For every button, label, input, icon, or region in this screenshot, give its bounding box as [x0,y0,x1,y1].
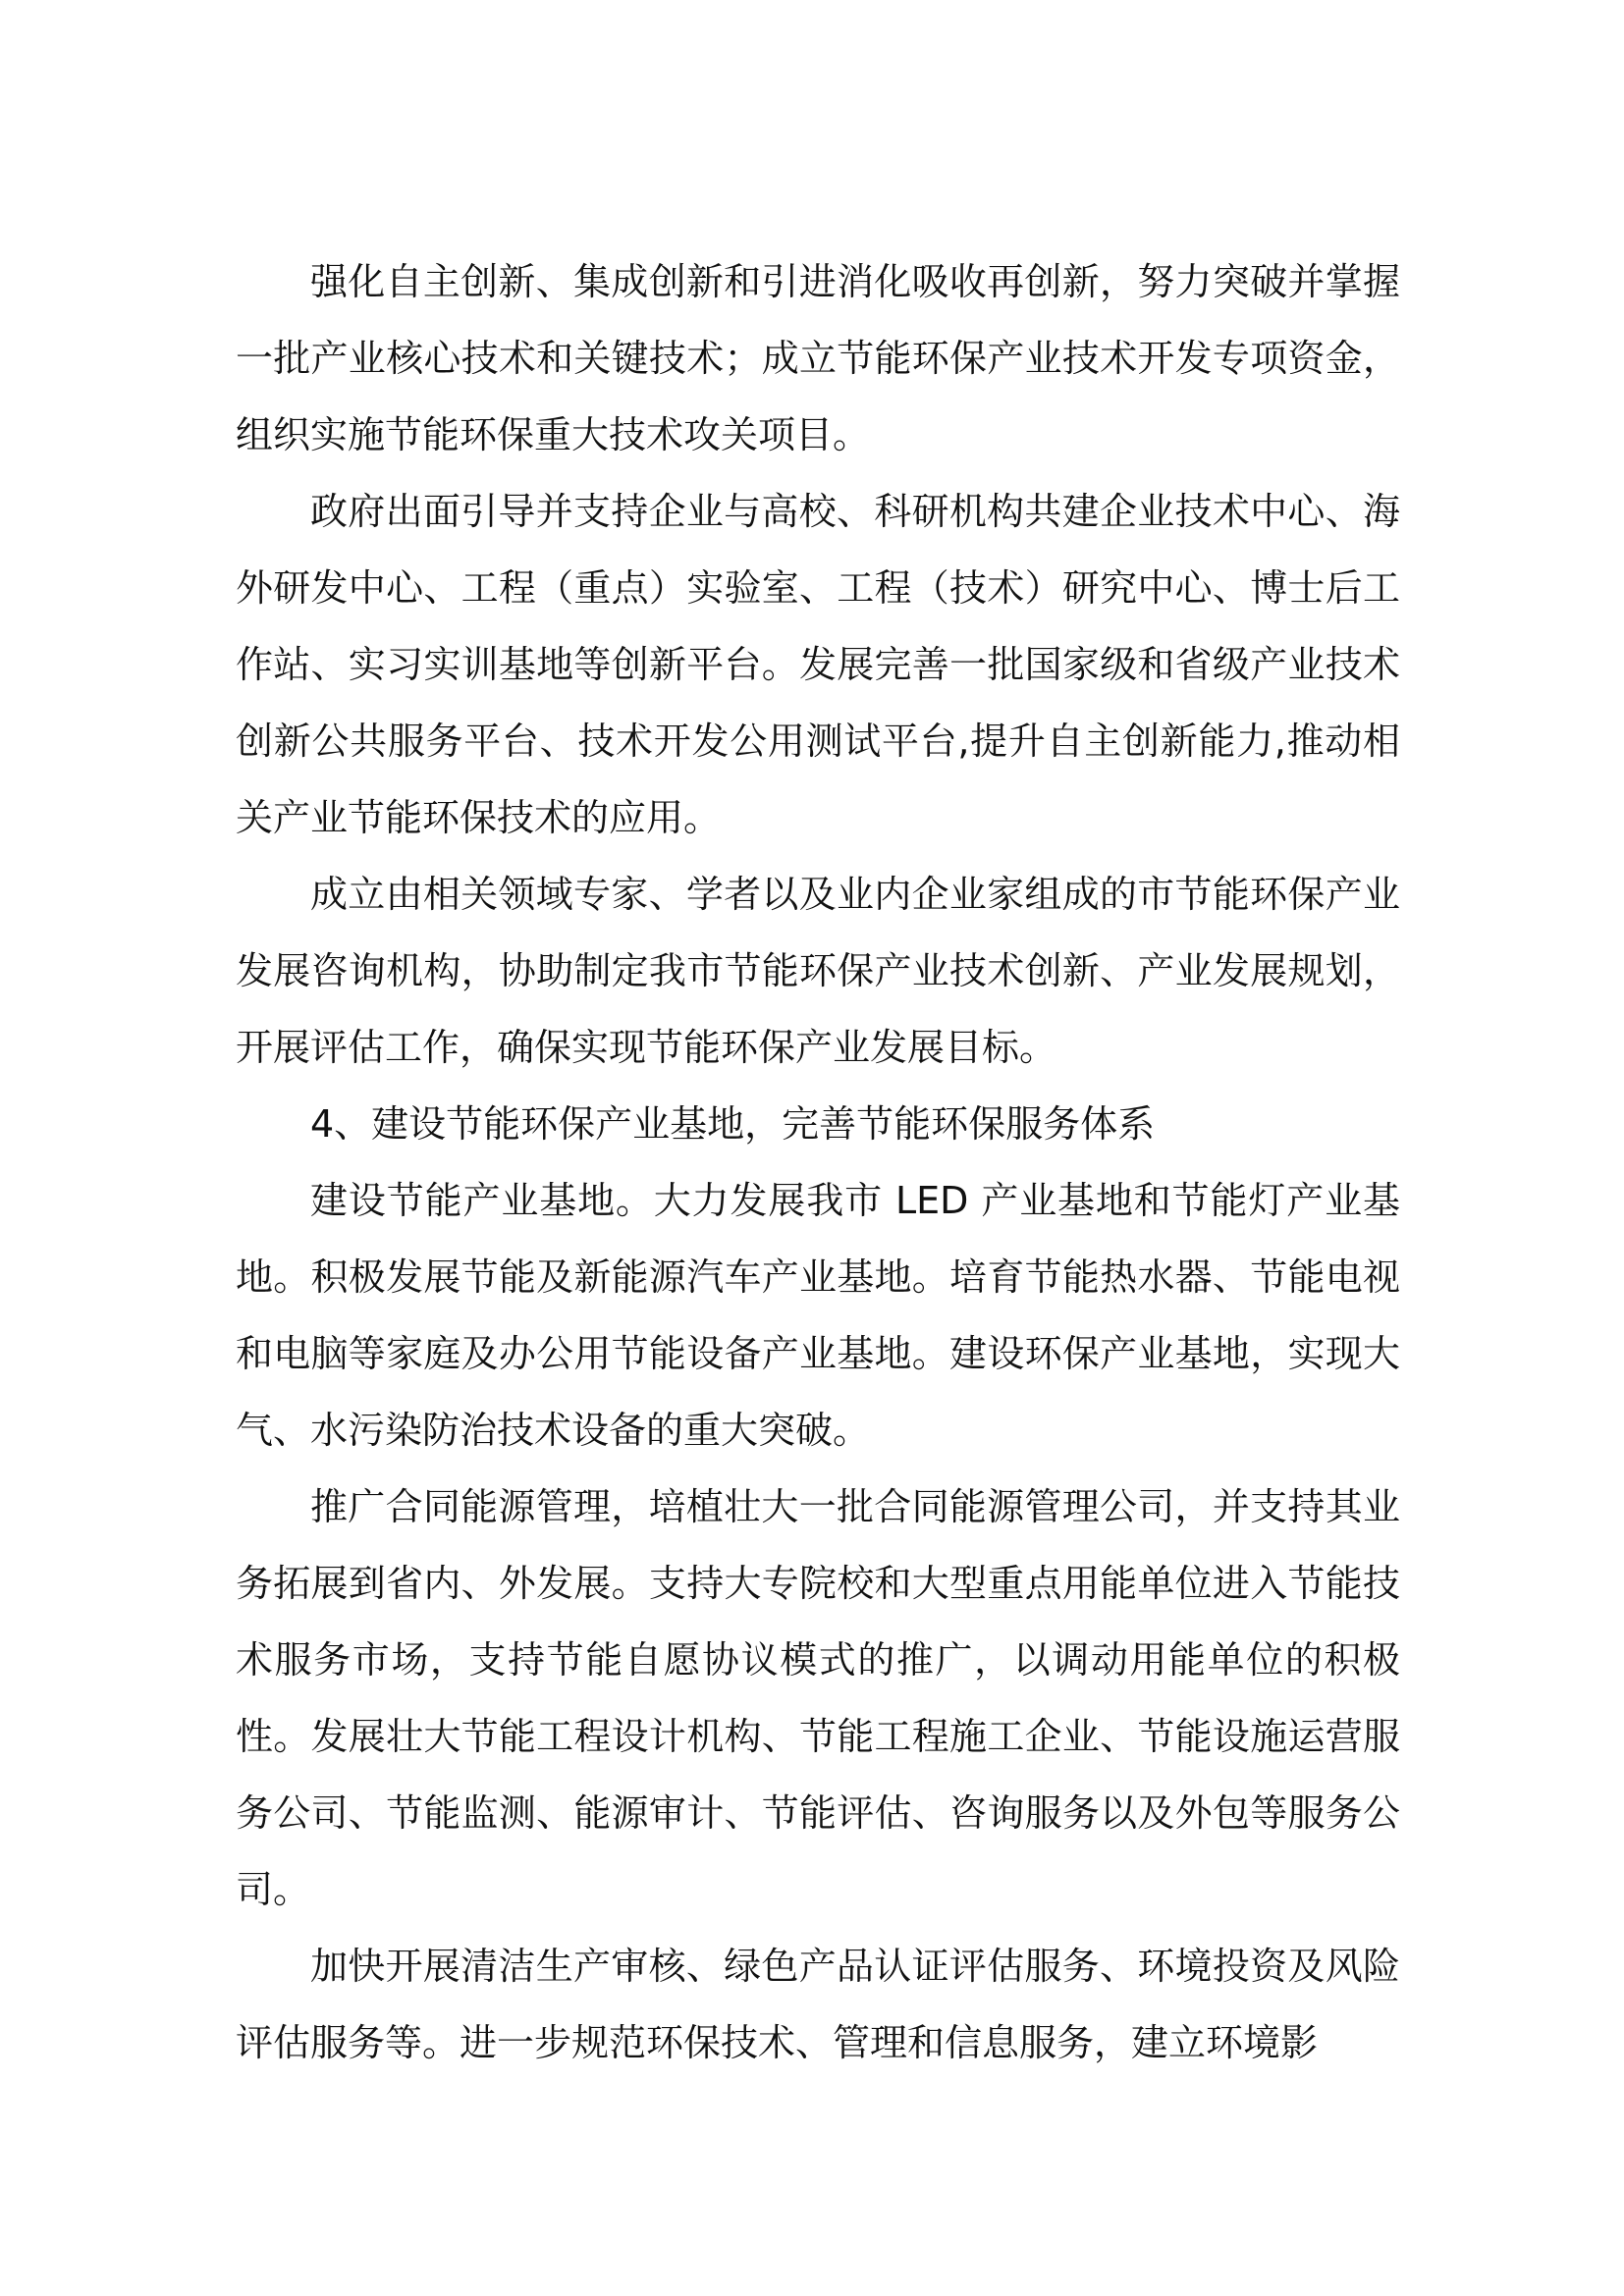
paragraph-clean-production: 加快开展清洁生产审核、绿色产品认证评估服务、环境投资及风险评估服务等。进一步规范环保技术、管理和信息服务，建立环境影 [236,1945,1400,2064]
paragraph-industry-base: 建设节能产业基地。大力发展我市 LED 产业基地和节能灯产业基地。积极发展节能及新能源汽车产业基地。培育节能热水器、节能电视和电脑等家庭及办公用节能设备产业基地。建设环保产业基地，实现大气、水污染防治技术设备的重大突破。 [236,1179,1400,1452]
paragraph-innovation: 强化自主创新、集成创新和引进消化吸收再创新，努力突破并掌握一批产业核心技术和关键技术；成立节能环保产业技术开发专项资金，组织实施节能环保重大技术攻关项目。 [236,260,1400,456]
section-heading: 4、建设节能环保产业基地，完善节能环保服务体系 [310,1102,1156,1146]
paragraph-platforms: 政府出面引导并支持企业与高校、科研机构共建企业技术中心、海外研发中心、工程（重点）实验室、工程（技术）研究中心、博士后工作站、实习实训基地等创新平台。发展完善一批国家级和省级产业技术创新公共服务平台、技术开发公用测试平台,提升自主创新能力,推动相关产业节能环保技术的应用。 [236,490,1400,839]
document-page [236,243,1400,2081]
paragraph-consulting: 成立由相关领域专家、学者以及业内企业家组成的市节能环保产业发展咨询机构，协助制定我市节能环保产业技术创新、产业发展规划，开展评估工作，确保实现节能环保产业发展目标。 [236,873,1400,1069]
paragraph-energy-management: 推广合同能源管理，培植壮大一批合同能源管理公司，并支持其业务拓展到省内、外发展。支持大专院校和大型重点用能单位进入节能技术服务市场，支持节能自愿协议模式的推广，以调动用能单位的积极性。发展壮大节能工程设计机构、节能工程施工企业、节能设施运营服务公司、节能监测、能源审计、节能评估、咨询服务以及外包等服务公司。 [236,1485,1400,1911]
